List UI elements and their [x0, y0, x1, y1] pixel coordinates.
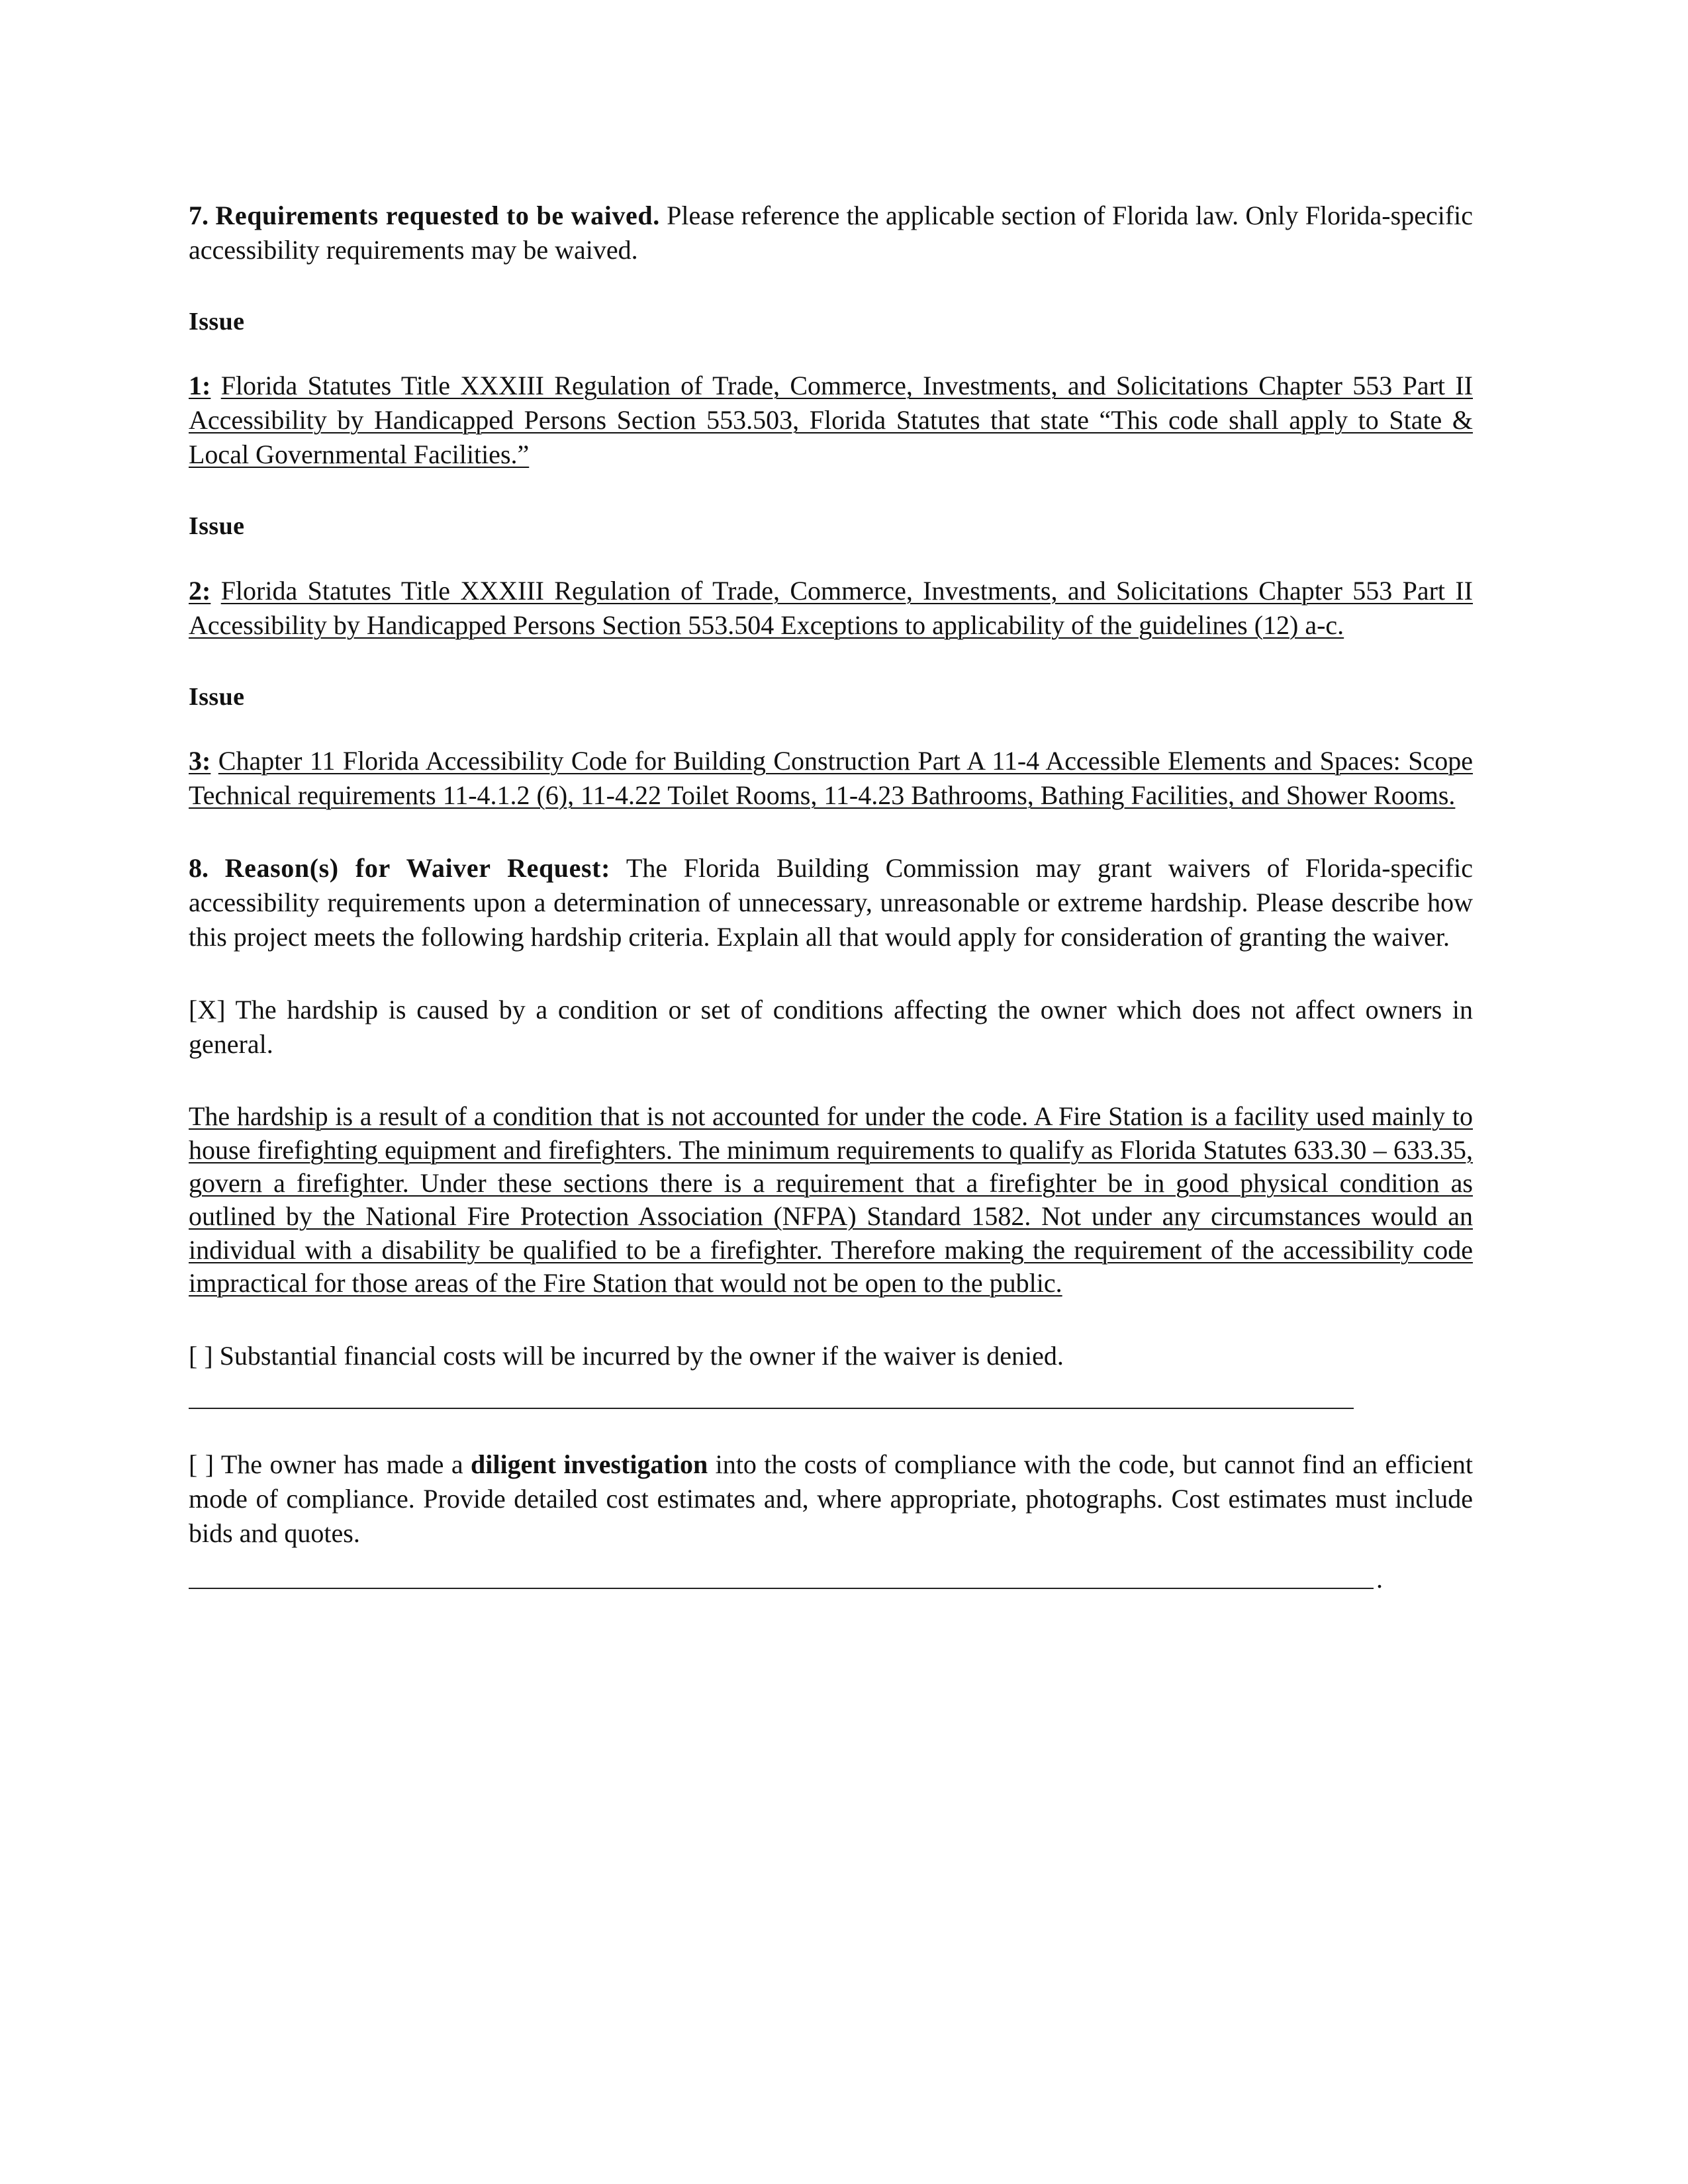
criterion-2-paragraph [189, 1339, 1473, 1373]
criterion-3-answer-line[interactable] [189, 1588, 1374, 1589]
section-7-number: 7. [189, 201, 209, 230]
issue-3-paragraph [189, 744, 1473, 813]
spacer [189, 713, 1473, 744]
spacer [189, 643, 1473, 681]
criterion-1-checkbox[interactable]: [X] [189, 995, 226, 1025]
issue-1-text: Florida Statutes Title XXXIII Regulation of Trade, Commerce, Investments, and Solicitations Chapter 553 Part II Accessibility by Handicapped Persons Section 553.503, Florida Statutes that state “This code shall apply to State & Local Governmental Facilities.” [189, 371, 1474, 470]
section-7-paragraph [189, 199, 1473, 267]
criterion-1-response[interactable]: The hardship is a result of a condition that is not accounted for under the code. A Fire Station is a facility used mainly to house firefighting equipment and firefighters. The minimum requirements to qualify as Florida Statutes 633.30 – 633.35, govern a firefighter. Under these sections there is a requirement that a firefighter be in good physical condition as outlined by the National Fire Protection Association (NFPA) Standard 1582. Not under any circumstances would an individual with a disability be qualified to be a firefighter. Therefore making the requirement of the accessibility code impractical for those areas of the Fire Station that would not be open to the public. [189, 1101, 1473, 1298]
section-8-number: 8. [189, 853, 209, 884]
criterion-2-text: Substantial financial costs will be incurred by the owner if the waiver is denied. [212, 1340, 1064, 1371]
spacer [189, 813, 1473, 851]
section-7-body: Please reference the applicable section of Florida law. Only Florida-specific accessibility requirements may be waived. [189, 201, 1474, 265]
spacer [189, 472, 1473, 510]
spacer [189, 954, 1473, 993]
issue-3-number: 3: [189, 746, 211, 776]
issue-2-number: 2: [189, 575, 211, 606]
criterion-3-text-bold: diligent investigation [471, 1449, 708, 1479]
criterion-3-paragraph [189, 1447, 1473, 1551]
criterion-3-text-before: The owner has made a [214, 1449, 471, 1479]
criterion-3-checkbox[interactable]: [ ] [189, 1449, 214, 1479]
criterion-3-text-after: into the costs of compliance with the code, but cannot find an efficient mode of compliance. Provide detailed cost estimates and, where appropriate, photographs. Cost estimates must include bids and quotes. [189, 1449, 1474, 1548]
issue-1-label: Issue [189, 308, 245, 336]
spacer [189, 1062, 1473, 1100]
issue-2-paragraph [189, 574, 1473, 643]
issue-2-text: Florida Statutes Title XXXIII Regulation of Trade, Commerce, Investments, and Solicitations Chapter 553 Part II Accessibility by Handicapped Persons Section 553.504 Exceptions to applicability of the guidelines (12) a-c. [189, 575, 1474, 640]
issue-1-paragraph [189, 369, 1473, 472]
spacer [189, 1300, 1473, 1339]
section-8-heading: Reason(s) for Waiver Request: [224, 853, 611, 884]
section-8-body: The Florida Building Commission may grant waivers of Florida-specific accessibility requirements upon a determination of unnecessary, unreasonable or extreme hardship. Please describe how this project meets the following hardship criteria. Explain all that would apply for consideration of granting the waiver. [189, 853, 1474, 952]
section-8-paragraph [189, 851, 1473, 954]
section-7-heading: Requirements requested to be waived. [215, 201, 660, 230]
criterion-2-checkbox[interactable]: [ ] [189, 1340, 213, 1371]
spacer [189, 543, 1473, 574]
spacer [189, 1409, 1473, 1447]
issue-3-text: Chapter 11 Florida Accessibility Code for Building Construction Part A 11-4 Accessible Elements and Spaces: Scope Technical requirements 11-4.1.2 (6), 11-4.22 Toilet Rooms, 11-4.23 Bathrooms, Bathing Facilities, and Shower Rooms. [189, 746, 1473, 811]
criterion-1-paragraph [189, 993, 1473, 1062]
issue-1-number: 1: [189, 371, 211, 401]
document-body [189, 199, 1473, 1589]
issue-3-label: Issue [189, 682, 245, 711]
issue-2-label: Issue [189, 512, 245, 541]
spacer [189, 338, 1473, 369]
criterion-1-text: The hardship is caused by a condition or set of conditions affecting the owner which does not affect owners in general. [189, 995, 1473, 1060]
spacer [189, 267, 1473, 306]
